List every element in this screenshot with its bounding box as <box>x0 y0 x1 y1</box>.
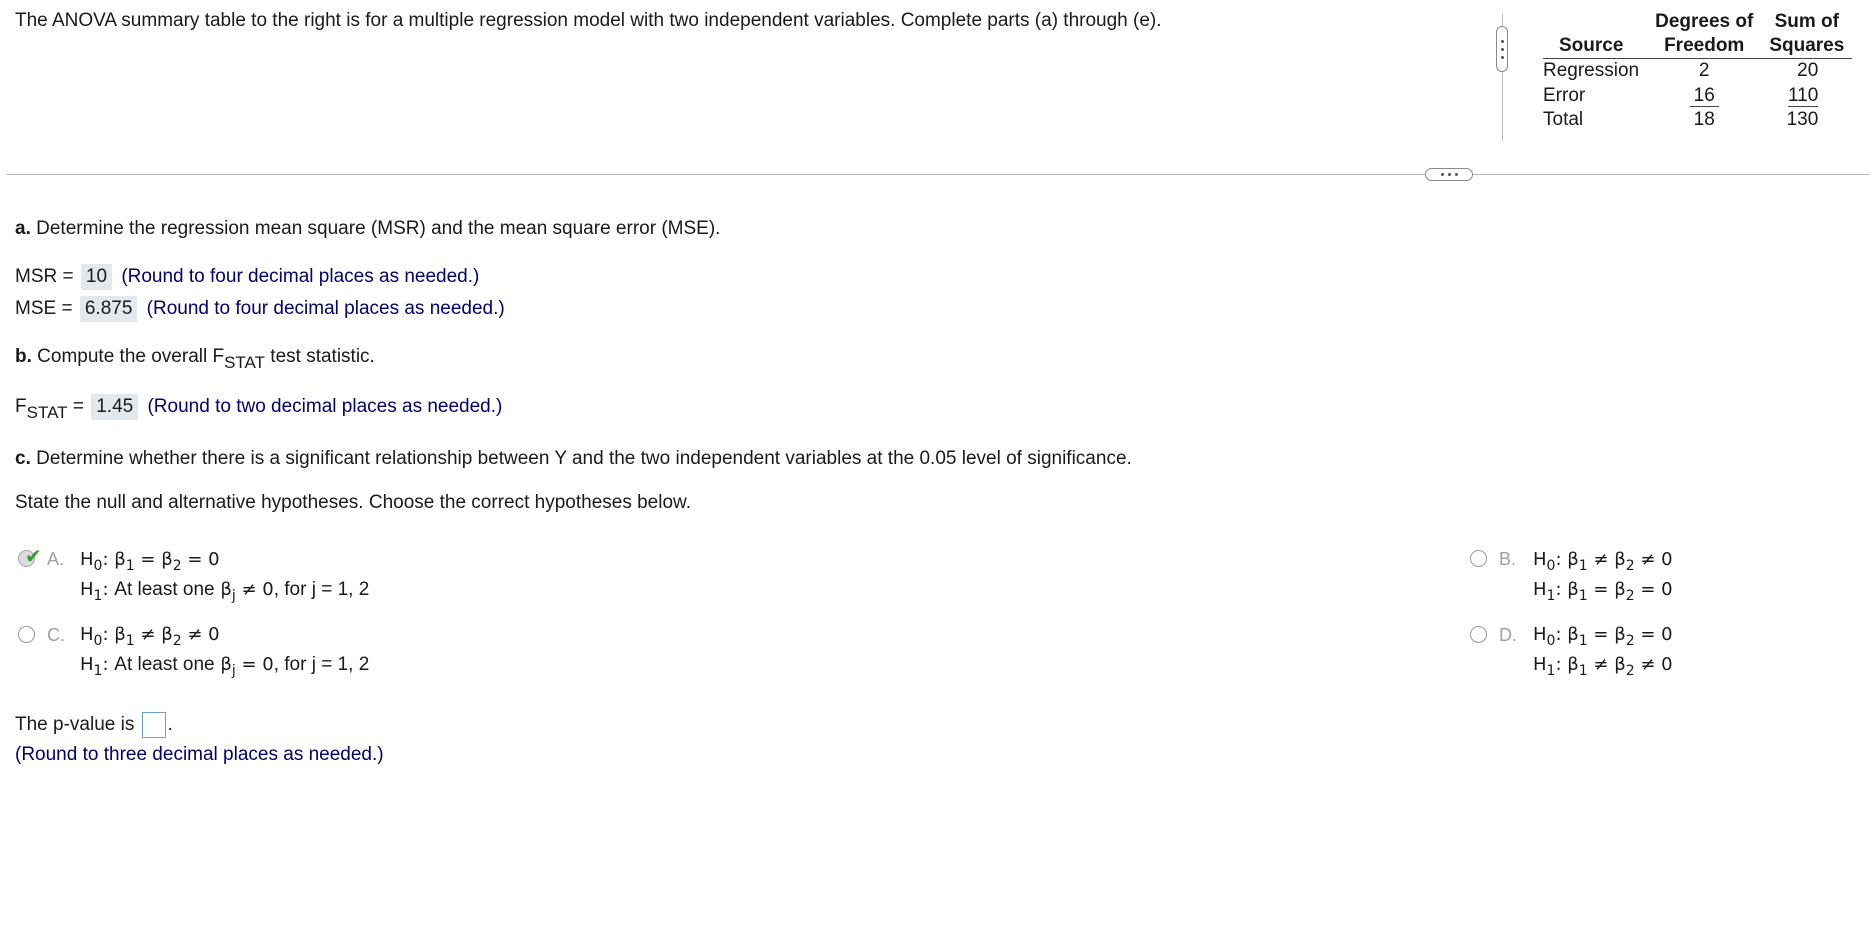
fstat-hint: (Round to two decimal places as needed.) <box>147 396 503 417</box>
option-d-radio[interactable] <box>1470 626 1487 643</box>
source-cell: Total <box>1543 109 1584 130</box>
checkmark-icon: ✔ <box>25 546 42 568</box>
vertical-resize-handle[interactable] <box>1496 26 1508 72</box>
part-a-question: a. Determine the regression mean square (MSR) and the mean square error (MSE). <box>15 218 721 239</box>
option-c-radio[interactable] <box>18 626 35 643</box>
mse-line <box>15 296 505 322</box>
table-row <box>1543 108 1852 133</box>
df-cell: 18 <box>1693 109 1715 130</box>
ss-cell: 20 <box>1797 60 1819 81</box>
mse-answer[interactable]: 6.875 <box>80 296 138 322</box>
df-cell: 2 <box>1698 60 1710 81</box>
option-b-h1: $H_1$: $\beta_1 = \beta_2 = 0$ <box>1533 579 1673 604</box>
fstat-line: FSTAT = 1.45 (Round to two decimal places as needed.) <box>15 396 503 422</box>
pvalue-label: The p-value is <box>15 714 135 736</box>
pvalue-input[interactable] <box>142 712 166 738</box>
option-c-h0: $H_0$: $\beta_1 \ne \beta_2 \ne 0$ <box>80 624 220 649</box>
part-b-question: b. Compute the overall FSTAT test statistic. <box>15 346 375 372</box>
option-a-letter: A. <box>47 549 65 569</box>
option-d-h0: $H_0$: $\beta_1 = \beta_2 = 0$ <box>1533 624 1673 649</box>
source-cell: Regression <box>1543 60 1640 81</box>
option-c-h1: $H_1$: At least one $\beta_j = 0$, for j = 1, 2 <box>80 654 370 679</box>
pvalue-hint: (Round to three decimal places as needed.) <box>15 744 384 765</box>
df-header-line1: Degrees of <box>1655 11 1754 32</box>
ss-header-line2: Squares <box>1761 34 1852 59</box>
table-row <box>1543 59 1852 84</box>
df-header-line2: Freedom <box>1647 34 1761 59</box>
msr-line <box>15 264 479 290</box>
msr-hint: (Round to four decimal places as needed.) <box>121 266 480 287</box>
option-b-radio[interactable] <box>1470 550 1487 567</box>
hypotheses-prompt: State the null and alternative hypotheses. Choose the correct hypotheses below. <box>15 492 691 513</box>
source-cell: Error <box>1543 84 1586 106</box>
ss-cell: 110 <box>1788 84 1819 106</box>
msr-answer[interactable]: 10 <box>81 264 112 290</box>
mse-label: MSE = <box>15 298 73 319</box>
fstat-answer[interactable]: 1.45 <box>91 394 138 420</box>
option-a-h1: $H_1$: At least one $\beta_j \ne 0$, for j = 1, 2 <box>80 579 370 604</box>
msr-label: MSR = <box>15 266 74 287</box>
option-d-letter: D. <box>1499 625 1517 645</box>
ss-cell: 130 <box>1786 109 1819 130</box>
fstat-label: FSTAT <box>15 396 68 422</box>
df-cell: 16 <box>1690 85 1719 107</box>
source-header: Source <box>1543 34 1647 59</box>
horizontal-divider <box>6 174 1870 175</box>
table-row <box>1543 84 1852 109</box>
part-c-question: c. Determine whether there is a significant relationship between Y and the two independent variables at the 0.05 level of significance. <box>15 448 1132 469</box>
pvalue-line: The p-value is . <box>15 712 173 738</box>
ss-header-line1: Sum of <box>1774 11 1839 32</box>
intro-text: The ANOVA summary table to the right is for a multiple regression model with two independent variables. Complete parts (a) through (e). <box>15 10 1162 31</box>
option-a-h0: $H_0$: $\beta_1 = \beta_2 = 0$ <box>80 549 220 574</box>
option-d-h1: $H_1$: $\beta_1 \ne \beta_2 \ne 0$ <box>1533 654 1673 679</box>
option-b-letter: B. <box>1499 549 1517 569</box>
option-b-h0: $H_0$: $\beta_1 \ne \beta_2 \ne 0$ <box>1533 549 1673 574</box>
option-c-letter: C. <box>47 625 65 645</box>
mse-hint: (Round to four decimal places as needed.) <box>146 298 505 319</box>
horizontal-resize-handle[interactable] <box>1425 168 1473 181</box>
anova-table <box>1543 10 1852 133</box>
